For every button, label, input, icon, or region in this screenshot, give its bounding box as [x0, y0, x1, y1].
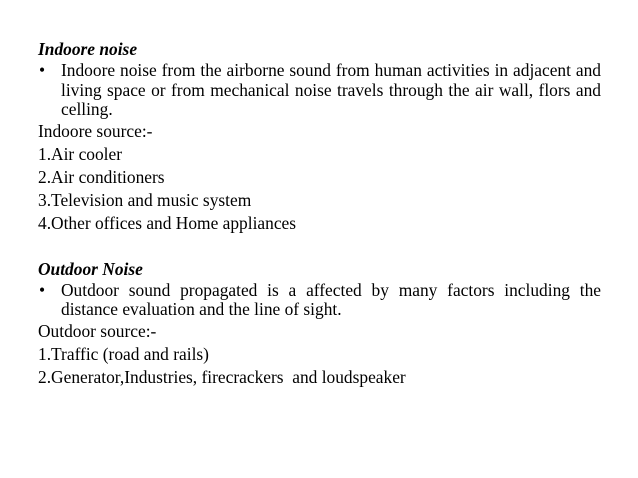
- bullet-icon: •: [39, 279, 46, 300]
- section-heading-indoor: Indoore noise: [38, 39, 138, 59]
- bullet-point-indoor: [38, 61, 601, 120]
- source-label-outdoor: Outdoor source:-: [38, 320, 157, 341]
- list-item: 2.Air conditioners: [38, 166, 165, 187]
- list-item: 1.Air cooler: [38, 143, 123, 164]
- source-label-indoor: Indoore source:-: [38, 120, 153, 141]
- section-heading-outdoor: Outdoor Noise: [38, 258, 143, 279]
- bullet-point-outdoor: [38, 281, 601, 320]
- section-spacer: [38, 235, 601, 258]
- list-item: 1.Traffic (road and rails): [38, 343, 209, 364]
- bullet-text: Outdoor sound propagated is a affected by many factors including the distance evaluation and the line of sight.: [61, 279, 601, 319]
- slide-content: [38, 38, 601, 389]
- list-item: 2.Generator,Industries, firecrackers and loudspeaker: [38, 366, 406, 387]
- bullet-icon: •: [39, 60, 46, 80]
- list-item: 3.Television and music system: [38, 189, 252, 210]
- bullet-text: Indoore noise from the airborne sound from human activities in adjacent and living space or from mechanical noise travels through the air wall, flors and celling.: [61, 60, 601, 119]
- list-item: 4.Other offices and Home appliances: [38, 212, 297, 233]
